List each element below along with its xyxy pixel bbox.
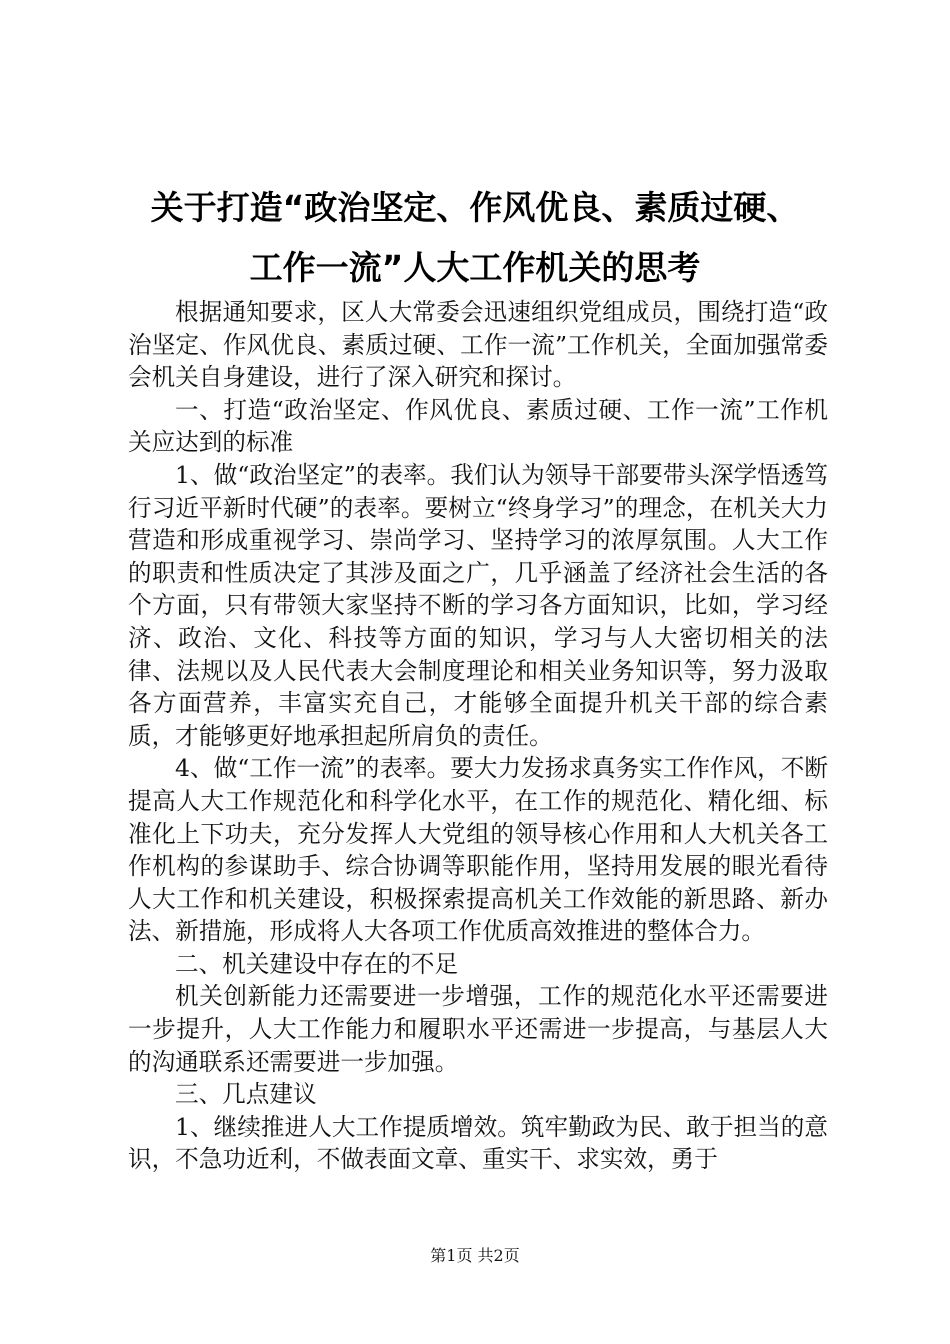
paragraph-point-1: 1、做“政治坚定”的表率。我们认为领导干部要带头深学悟透笃行习近平新时代硬”的表率。要树立“终身学习”的理念，在机关大力营造和形成重视学习、崇尚学习、坚持学习的浓厚氛围。人大工作的职责和性质决定了其涉及面之广，几乎涵盖了经济社会生活的各个方面，只有带领大家坚持不断的学习各方面知识，比如，学习经济、政治、文化、科技等方面的知识，学习与人大密切相关的法律、法规以及人民代表大会制度理论和相关业务知识等，努力汲取各方面营养，丰富实充自己，才能够全面提升机关干部的综合素质，才能够更好地承担起所肩负的责任。	[128, 460, 828, 750]
paragraph-point-4: 4、做“工作一流”的表率。要大力发扬求真务实工作作风，不断提高人大工作规范化和科学化水平，在工作的规范化、精化细、标准化上下功夫，充分发挥人大党组的领导核心作用和人大机关各工作机构的参谋助手、综合协调等职能作用，坚持用发展的眼光看待人大工作和机关建设，积极探索提高机关工作效能的新思路、新办法、新措施，形成将人大各项工作优质高效推进的整体合力。	[128, 754, 828, 946]
document-body	[128, 296, 828, 1176]
paragraph-suggestion-1: 1、继续推进人大工作提质增效。筑牢勤政为民、敢于担当的意识，不急功近利，不做表面文章、重实干、求实效，勇于	[128, 1112, 828, 1174]
paragraph-intro: 根据通知要求，区人大常委会迅速组织党组成员，围绕打造“政治坚定、作风优良、素质过硬、工作一流”工作机关，全面加强常委会机关自身建设，进行了深入研究和探讨。	[128, 298, 828, 392]
heading-section-3: 三、几点建议	[175, 1080, 317, 1109]
paragraph-shortcomings: 机关创新能力还需要进一步增强，工作的规范化水平还需要进一步提升，人大工作能力和履职水平还需进一步提高，与基层人大的沟通联系还需要进一步加强。	[128, 982, 828, 1076]
heading-section-2: 二、机关建设中存在的不足	[175, 949, 459, 978]
heading-section-1: 一、打造“政治坚定、作风优良、素质过硬、工作一流”工作机关应达到的标准	[128, 395, 828, 457]
page-footer: 第1页 共2页	[430, 1246, 520, 1265]
document-title-line-2: 工作一流”人大工作机关的思考	[249, 248, 701, 287]
document-title-line-1: 关于打造“政治坚定、作风优良、素质过硬、	[150, 188, 800, 227]
